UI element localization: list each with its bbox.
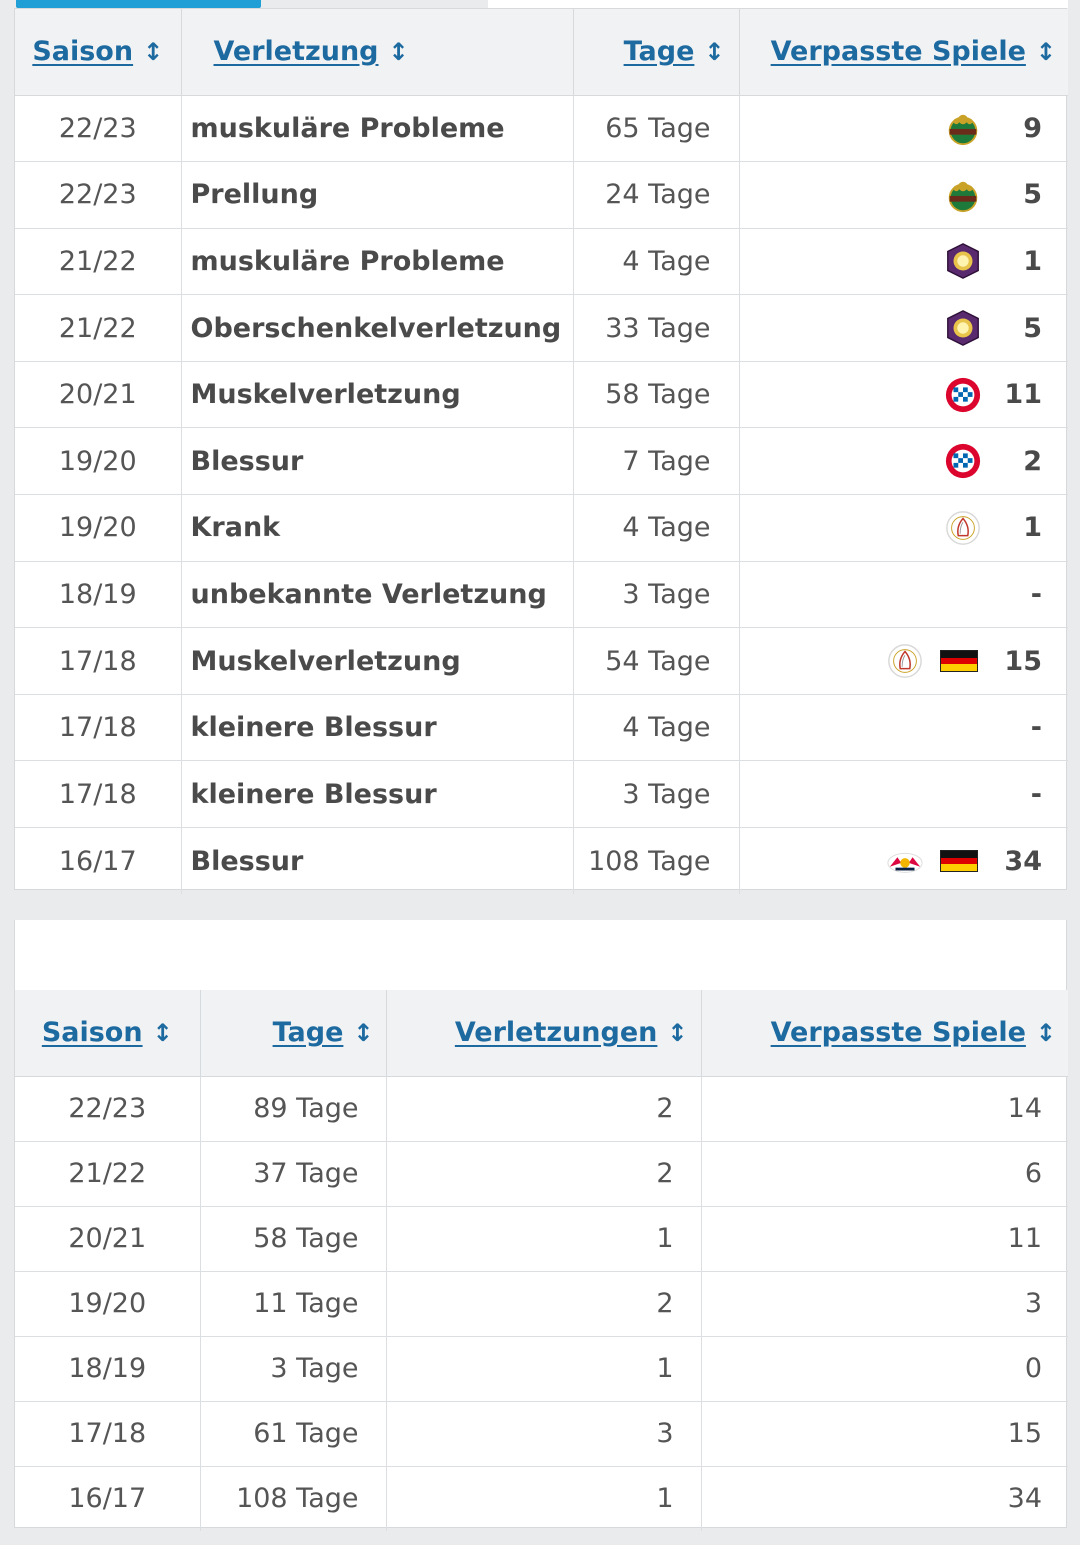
sort-icon[interactable]: ↕	[353, 1019, 374, 1048]
season-cell: 19/20	[15, 495, 181, 562]
season-cell: 18/19	[15, 1336, 200, 1401]
missed-games-cell: 14	[701, 1076, 1068, 1141]
days-cell: 61 Tage	[200, 1401, 386, 1466]
season-cell: 17/18	[15, 628, 181, 695]
table-row	[15, 694, 1068, 761]
active-tab-indicator[interactable]	[16, 0, 261, 8]
missed-games-value: -	[1030, 578, 1042, 610]
erzgebirge-aue-crest-icon[interactable]	[944, 242, 982, 280]
header-label[interactable]: Tage	[623, 36, 695, 68]
missed-games-cell: 15	[701, 1401, 1068, 1466]
season-cell: 17/18	[15, 761, 181, 828]
erzgebirge-aue-crest-icon[interactable]	[944, 309, 982, 347]
bayern-munich-crest-icon[interactable]	[944, 442, 982, 480]
injury-cell: unbekannte Verletzung	[181, 561, 573, 628]
days-cell: 108 Tage	[573, 828, 739, 895]
missed-games-cell	[739, 428, 1068, 495]
sort-header-season[interactable]	[15, 990, 200, 1076]
days-cell: 89 Tage	[200, 1076, 386, 1141]
sort-icon[interactable]: ↕	[1035, 38, 1056, 67]
missed-games-cell: 0	[701, 1336, 1068, 1401]
missed-games-cell	[739, 495, 1068, 562]
sort-icon[interactable]: ↕	[704, 38, 725, 67]
days-cell: 54 Tage	[573, 628, 739, 695]
table-row	[15, 95, 1068, 162]
injury-count-cell: 1	[386, 1336, 701, 1401]
missed-games-value: 15	[1004, 645, 1042, 677]
table-row	[15, 428, 1068, 495]
sort-header-days[interactable]	[573, 9, 739, 95]
header-label[interactable]: Tage	[272, 1017, 344, 1049]
header-label[interactable]: Verpasste Spiele	[770, 36, 1026, 68]
table-row	[15, 361, 1068, 428]
days-cell: 58 Tage	[200, 1206, 386, 1271]
germany-flag-icon	[940, 650, 978, 672]
table-row	[15, 1076, 1068, 1141]
sort-icon[interactable]: ↕	[388, 38, 409, 67]
sort-header-days[interactable]	[200, 990, 386, 1076]
injury-count-cell: 1	[386, 1466, 701, 1531]
missed-games-cell	[739, 228, 1068, 295]
table-row	[15, 495, 1068, 562]
days-cell: 4 Tage	[573, 228, 739, 295]
sort-icon[interactable]: ↕	[667, 1019, 688, 1048]
missed-games-value: 5	[1023, 312, 1042, 344]
season-cell: 17/18	[15, 1401, 200, 1466]
table-row	[15, 295, 1068, 362]
injury-cell: Krank	[181, 495, 573, 562]
season-cell: 22/23	[15, 162, 181, 229]
missed-games-value: 1	[1023, 512, 1042, 544]
missed-games-value: 5	[1023, 179, 1042, 211]
sort-icon[interactable]: ↕	[143, 38, 164, 67]
season-cell: 20/21	[15, 1206, 200, 1271]
injury-cell: Oberschenkelverletzung	[181, 295, 573, 362]
injury-cell: Prellung	[181, 162, 573, 229]
season-cell: 21/22	[15, 1141, 200, 1206]
season-cell: 22/23	[15, 95, 181, 162]
header-label[interactable]: Verletzungen	[454, 1017, 658, 1049]
table-row	[15, 561, 1068, 628]
sort-header-season[interactable]	[15, 9, 181, 95]
header-label[interactable]: Saison	[32, 36, 134, 68]
rb-leipzig-crest-icon[interactable]	[886, 842, 924, 880]
days-cell: 37 Tage	[200, 1141, 386, 1206]
days-cell: 108 Tage	[200, 1466, 386, 1531]
table-header-row	[15, 990, 1068, 1076]
missed-games-cell	[739, 162, 1068, 229]
days-cell: 3 Tage	[573, 761, 739, 828]
missed-games-cell	[739, 561, 1068, 628]
injury-history-table	[14, 8, 1067, 890]
injury-count-cell: 3	[386, 1401, 701, 1466]
missed-games-value: 9	[1023, 112, 1042, 144]
sort-icon[interactable]: ↕	[152, 1019, 173, 1048]
inactive-tab[interactable]	[488, 0, 1068, 8]
bayern-munich-crest-icon[interactable]	[944, 376, 982, 414]
germany-flag-icon	[940, 850, 978, 872]
table-row	[15, 1401, 1068, 1466]
injury-cell: Blessur	[181, 428, 573, 495]
injury-cell: Blessur	[181, 828, 573, 895]
days-cell: 4 Tage	[573, 495, 739, 562]
table-row	[15, 228, 1068, 295]
header-label[interactable]: Saison	[41, 1017, 143, 1049]
sort-icon[interactable]: ↕	[1035, 1019, 1056, 1048]
injury-count-cell: 2	[386, 1141, 701, 1206]
season-cell: 19/20	[15, 428, 181, 495]
days-cell: 4 Tage	[573, 694, 739, 761]
missed-games-value: 11	[1004, 379, 1042, 411]
days-cell: 7 Tage	[573, 428, 739, 495]
missed-games-cell	[739, 694, 1068, 761]
season-cell: 20/21	[15, 361, 181, 428]
header-label[interactable]: Verpasste Spiele	[770, 1017, 1026, 1049]
injury-cell: kleinere Blessur	[181, 761, 573, 828]
missed-games-value: -	[1030, 778, 1042, 810]
season-cell: 19/20	[15, 1271, 200, 1336]
missed-games-cell: 6	[701, 1141, 1068, 1206]
table-row	[15, 761, 1068, 828]
injury-cell: kleinere Blessur	[181, 694, 573, 761]
missed-games-cell	[739, 95, 1068, 162]
ajax-crest-icon[interactable]	[944, 509, 982, 547]
injury-cell: muskuläre Probleme	[181, 95, 573, 162]
missed-games-cell	[739, 828, 1068, 895]
totals-table	[14, 920, 1067, 1528]
table-row	[15, 1466, 1068, 1531]
ajax-crest-icon[interactable]	[886, 642, 924, 680]
missed-games-cell: 34	[1007, 1483, 1042, 1515]
missed-games-cell	[739, 361, 1068, 428]
days-cell: 11 Tage	[200, 1271, 386, 1336]
injury-cell: muskuläre Probleme	[181, 228, 573, 295]
missed-games-cell: 11	[701, 1206, 1068, 1271]
missed-games-value: 2	[1023, 445, 1042, 477]
season-cell: 16/17	[15, 828, 181, 895]
missed-games-value: -	[1030, 712, 1042, 744]
sort-header-missed-games[interactable]	[739, 9, 1068, 95]
sort-header-missed-games[interactable]	[701, 990, 1068, 1076]
days-cell: 3 Tage	[200, 1336, 386, 1401]
table-row	[15, 828, 1068, 895]
days-cell: 58 Tage	[573, 361, 739, 428]
sort-header-injury-count[interactable]	[386, 990, 701, 1076]
days-cell: 65 Tage	[573, 95, 739, 162]
table-row	[15, 628, 1068, 695]
missed-games-cell: 3	[701, 1271, 1068, 1336]
injury-cell: Muskelverletzung	[181, 361, 573, 428]
missed-games-value: 1	[1023, 245, 1042, 277]
missed-games-cell	[739, 295, 1068, 362]
season-cell: 17/18	[15, 694, 181, 761]
table-row	[15, 1271, 1068, 1336]
injury-cell: Muskelverletzung	[181, 628, 573, 695]
rapid-wien-crest-icon[interactable]	[944, 176, 982, 214]
days-cell: 33 Tage	[573, 295, 739, 362]
rapid-wien-crest-icon[interactable]	[944, 109, 982, 147]
table-row	[15, 1206, 1068, 1271]
sort-header-injury[interactable]	[181, 9, 573, 95]
injury-count-cell: 1	[386, 1206, 701, 1271]
injury-count-cell: 2	[386, 1076, 701, 1141]
season-cell: 18/19	[15, 561, 181, 628]
table-row	[15, 1336, 1068, 1401]
table-row	[15, 1141, 1068, 1206]
missed-games-value: 34	[1004, 845, 1042, 877]
season-cell: 21/22	[15, 295, 181, 362]
table-header-row	[15, 9, 1068, 95]
season-cell: 16/17	[15, 1466, 200, 1531]
missed-games-cell	[739, 628, 1068, 695]
season-cell: 22/23	[15, 1076, 200, 1141]
days-cell: 24 Tage	[573, 162, 739, 229]
tab-strip	[0, 0, 1080, 8]
missed-games-cell	[739, 761, 1068, 828]
days-cell: 3 Tage	[573, 561, 739, 628]
header-label[interactable]: Verletzung	[213, 36, 379, 68]
season-cell: 21/22	[15, 228, 181, 295]
table-row	[15, 162, 1068, 229]
injury-count-cell: 2	[386, 1271, 701, 1336]
